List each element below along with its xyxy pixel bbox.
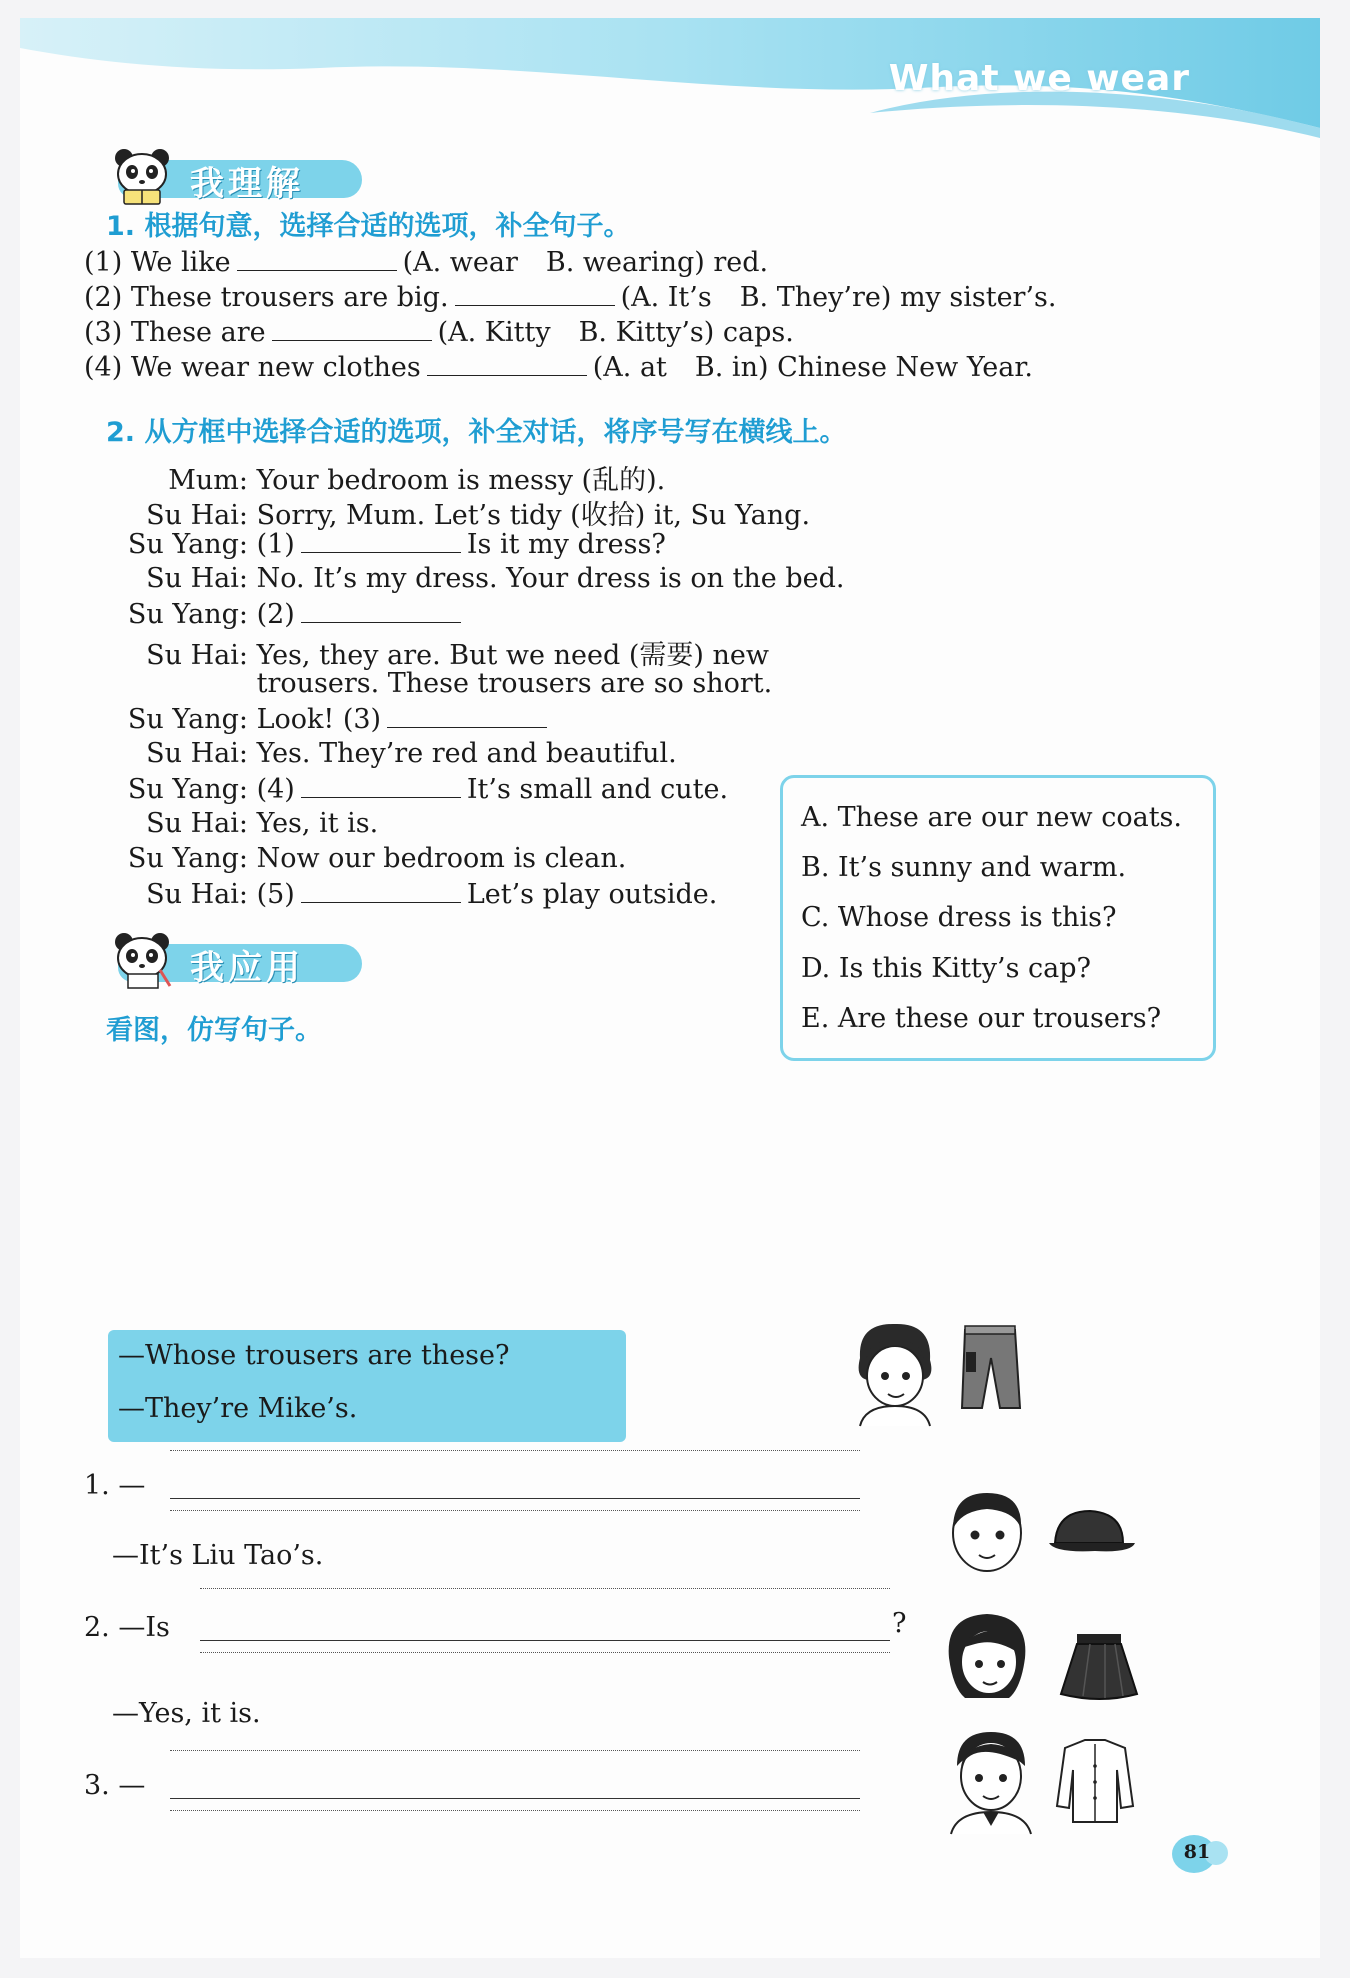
skirt-icon <box>1061 1634 1137 1699</box>
exercise-1-answer: —It’s Liu Tao’s. <box>112 1540 324 1571</box>
answer-blank[interactable] <box>301 598 461 623</box>
shirt-icon <box>1057 1740 1133 1822</box>
option-e: E. Are these our trousers? <box>801 1003 1162 1034</box>
dialogue-line: Su Hai: No. It’s my dress. Your dress is on the bed. <box>146 563 845 594</box>
task1-item-3: (3) These are (A. Kitty B. Kitty’s) caps. <box>84 317 794 348</box>
section-tag-understand <box>110 146 370 206</box>
answer-blank[interactable] <box>301 878 461 903</box>
writing-line[interactable] <box>170 1498 860 1499</box>
dialogue-line: Su Hai: Yes. They’re red and beautiful. <box>146 738 677 769</box>
exercise-2-qmark: ? <box>892 1608 907 1639</box>
dialogue-line: Mum: Your bedroom is messy (乱的). <box>168 465 666 496</box>
writing-line[interactable] <box>200 1652 890 1653</box>
option-d: D. Is this Kitty’s cap? <box>801 953 1092 984</box>
answer-blank[interactable] <box>237 246 397 271</box>
panda-writing-icon <box>110 930 180 990</box>
dialogue-line: trousers. These trousers are so short. <box>256 668 773 699</box>
task1-instruction: 1. 根据句意，选择合适的选项，补全句子。 <box>106 211 631 242</box>
task2-instruction: 2. 从方框中选择合适的选项，补全对话，将序号写在横线上。 <box>106 417 847 448</box>
cap-icon <box>1049 1511 1135 1551</box>
writing-line[interactable] <box>200 1588 890 1589</box>
writing-line[interactable] <box>170 1810 860 1811</box>
model-box <box>108 1330 626 1442</box>
section-tag-apply <box>110 930 370 990</box>
answer-blank[interactable] <box>387 703 547 728</box>
boy-icon <box>951 1732 1031 1834</box>
exercise-3-number: 3. — <box>84 1770 146 1801</box>
dialogue-line: Su Yang: (1) Is it my dress? <box>127 529 666 560</box>
dialogue-line: Su Yang: (4) It’s small and cute. <box>127 774 729 805</box>
model-question: —Whose trousers are these? <box>118 1340 510 1371</box>
boy-liu-tao-icon <box>953 1493 1021 1571</box>
exercise-2-number: 2. —Is <box>84 1612 170 1643</box>
option-c: C. Whose dress is this? <box>801 902 1117 933</box>
task1-item-1: (1) We like (A. wear B. wearing) red. <box>84 247 769 278</box>
exercise-2-answer: —Yes, it is. <box>112 1698 261 1729</box>
dialogue-line: Su Hai: Sorry, Mum. Let’s tidy (收拾) it, Su Yang. <box>146 500 811 531</box>
dialogue-line: Su Yang: Now our bedroom is clean. <box>127 843 627 874</box>
options-box <box>780 775 1216 1061</box>
dialogue-line: Su Hai: Yes, it is. <box>146 808 379 839</box>
textbook-page <box>20 18 1320 1958</box>
boy-with-shirt-picture <box>945 1726 1145 1836</box>
writing-line[interactable] <box>200 1640 890 1641</box>
answer-blank[interactable] <box>301 528 461 553</box>
section2-instruction: 看图，仿写句子。 <box>106 1015 322 1046</box>
answer-blank[interactable] <box>301 773 461 798</box>
girl-icon <box>949 1614 1026 1698</box>
panda-reading-icon <box>110 146 180 206</box>
girl-with-skirt-picture <box>945 1608 1145 1708</box>
option-a: A. These are our new coats. <box>801 802 1182 833</box>
boy-with-trousers-picture <box>850 1318 1040 1428</box>
trousers-icon <box>962 1326 1020 1408</box>
writing-line[interactable] <box>170 1750 860 1751</box>
dialogue-line: Su Hai: Yes, they are. But we need (需要) new <box>146 640 769 671</box>
writing-line[interactable] <box>170 1450 860 1451</box>
dialogue-line: Su Yang: (2) <box>84 598 467 630</box>
answer-blank[interactable] <box>455 281 615 306</box>
task1-item-4: (4) We wear new clothes (A. at B. in) Chinese New Year. <box>84 352 1033 383</box>
writing-line[interactable] <box>170 1798 860 1799</box>
dialogue-line: Su Hai: (5) Let’s play outside. <box>146 879 718 910</box>
answer-blank[interactable] <box>272 316 432 341</box>
section-tag-text: 我应用 <box>190 948 304 988</box>
option-b: B. It’s sunny and warm. <box>801 852 1127 883</box>
section-tag-text: 我理解 <box>190 164 304 204</box>
boy-with-cap-picture <box>945 1483 1145 1583</box>
model-answer: —They’re Mike’s. <box>118 1393 358 1424</box>
writing-line[interactable] <box>170 1510 860 1511</box>
boy-curly-hair-icon <box>859 1324 932 1426</box>
page-number: 81 <box>1183 1841 1211 1863</box>
answer-blank[interactable] <box>427 351 587 376</box>
dialogue-line: Su Yang: Look! (3) <box>84 703 553 735</box>
exercise-1-number: 1. — <box>84 1470 146 1501</box>
unit-title: What we wear <box>888 58 1190 99</box>
task1-item-2: (2) These trousers are big. (A. It’s B. They’re) my sister’s. <box>84 282 1057 313</box>
